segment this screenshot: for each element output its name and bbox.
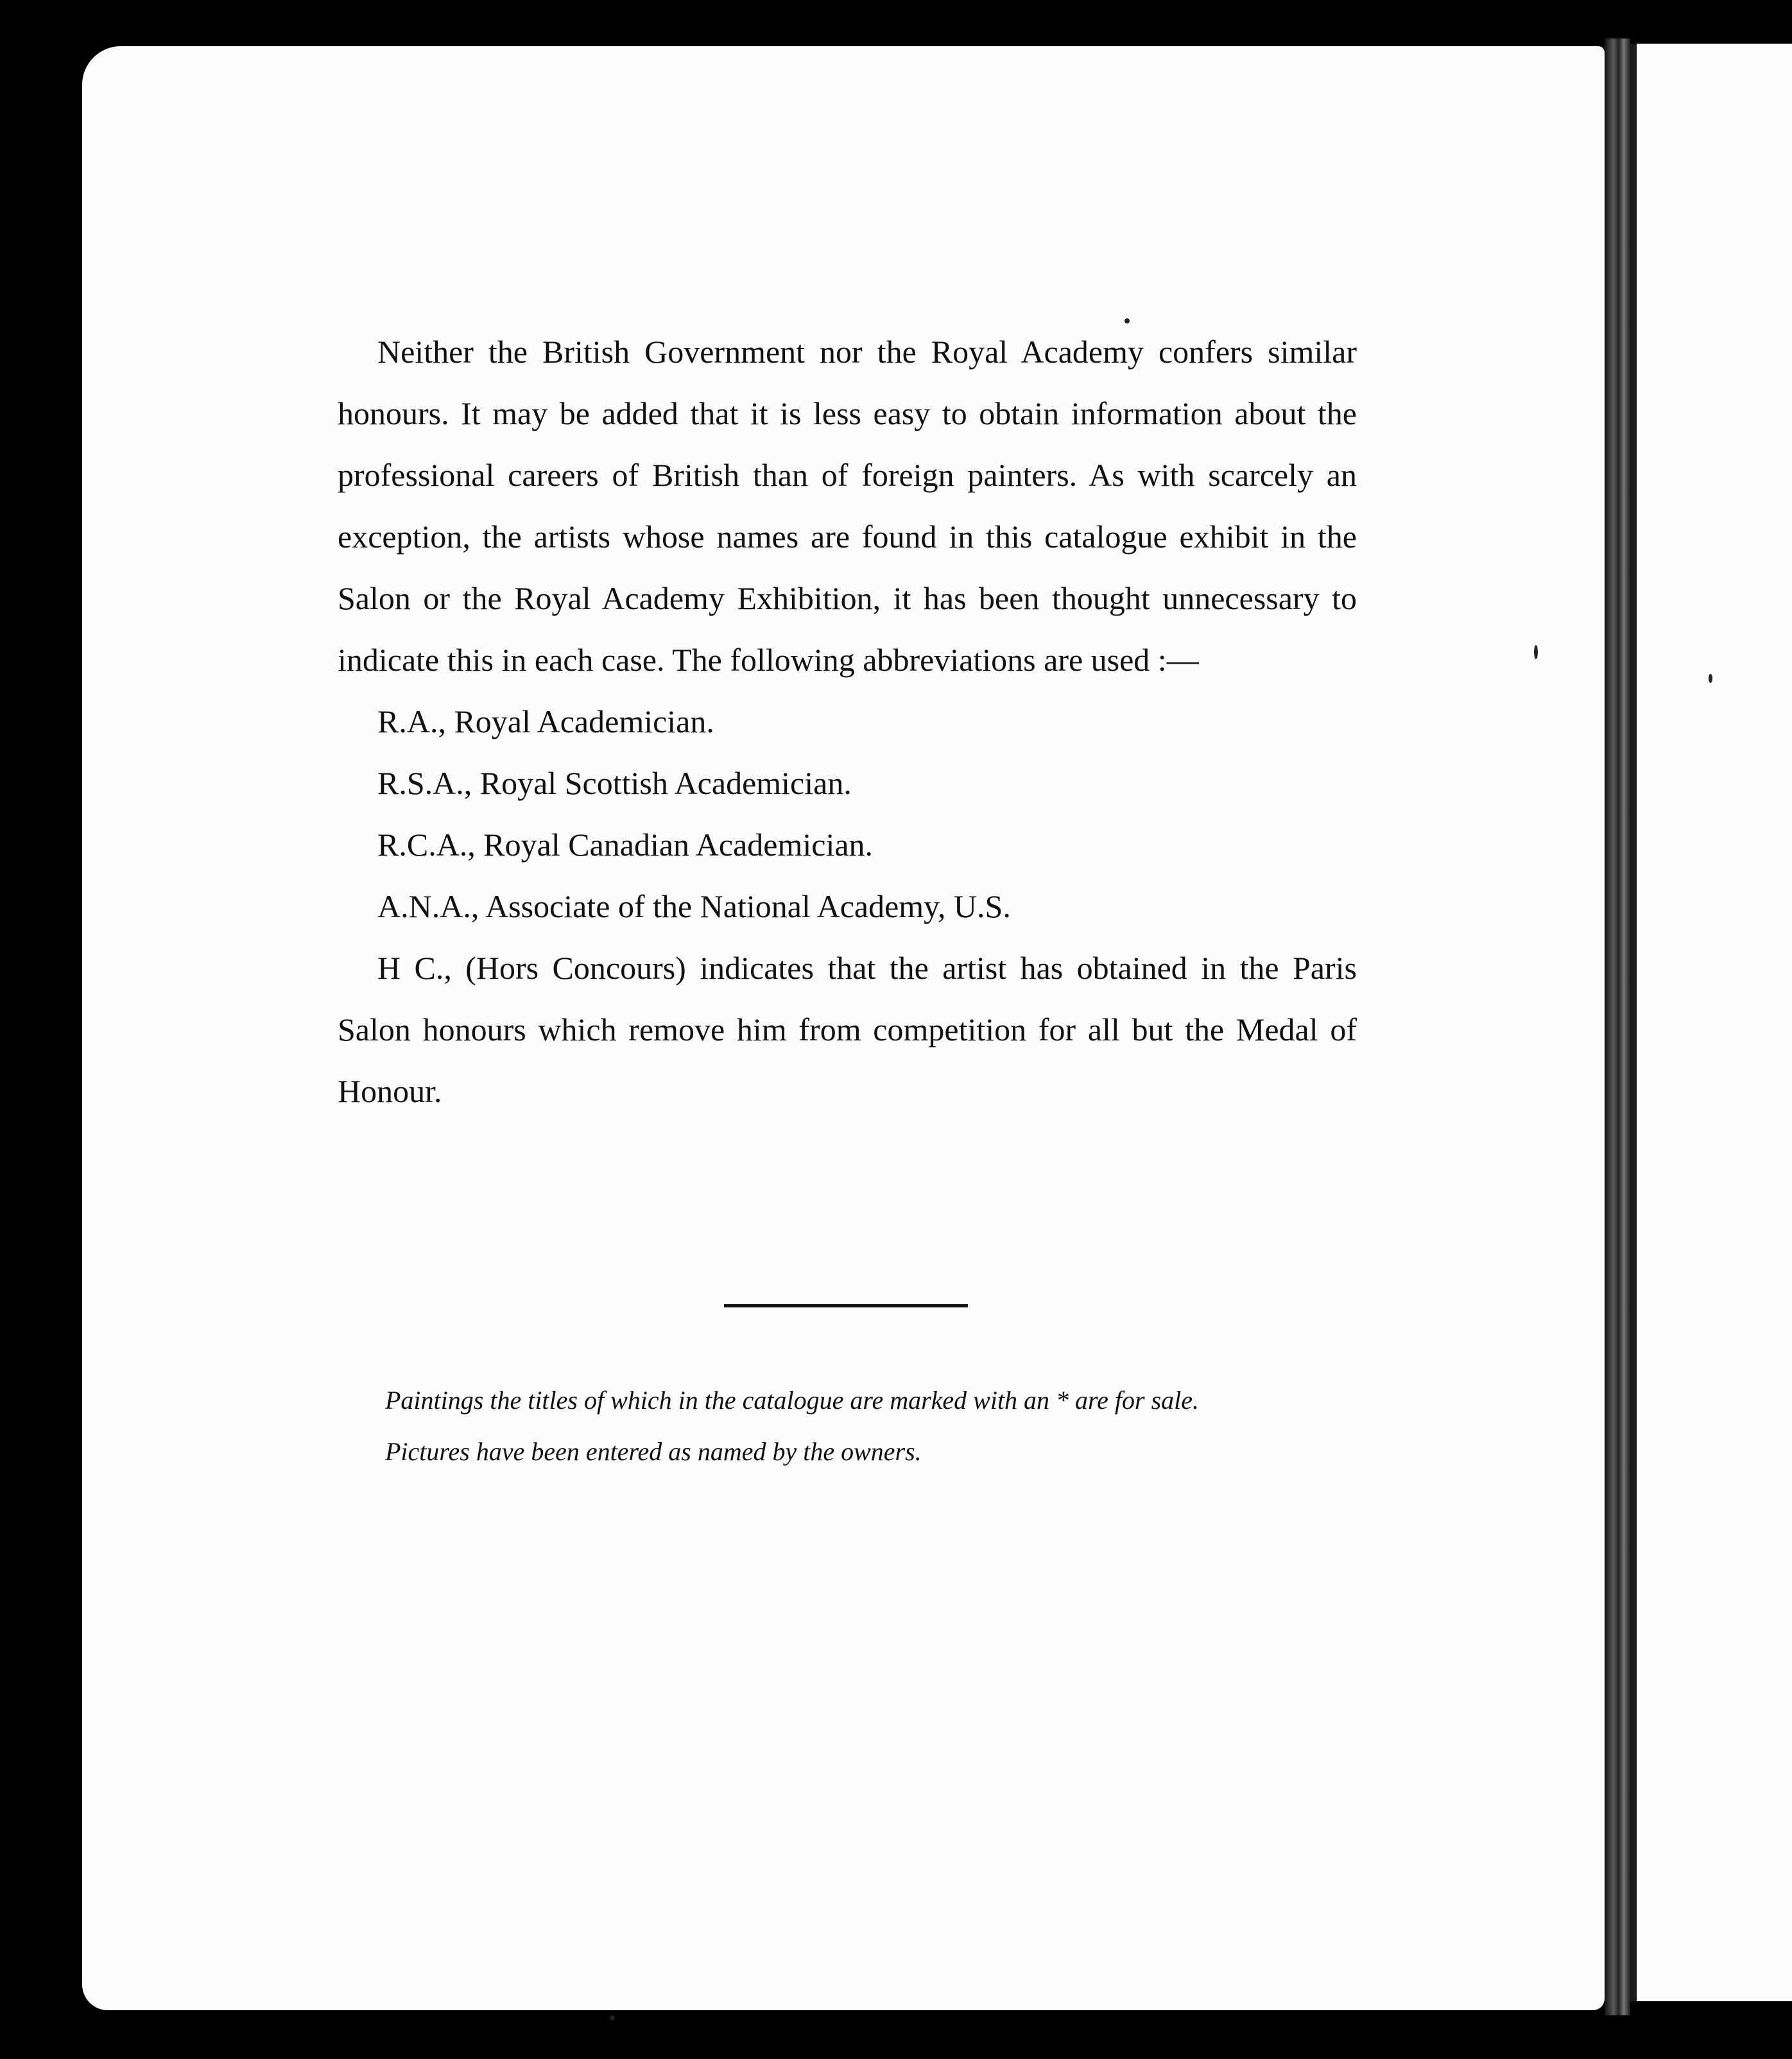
abbreviation-rca: R.C.A., Royal Canadian Academician. — [377, 827, 874, 863]
page-body — [338, 321, 1357, 1122]
facing-page-edge — [1630, 44, 1792, 2001]
note-for-sale: Paintings the titles of which in the catalogue are marked with an * are for sale. — [385, 1386, 1200, 1415]
note-naming: Pictures have been entered as named by the owners. — [385, 1437, 922, 1466]
book-gutter — [1605, 39, 1630, 2015]
abbreviation-ra: R.A., Royal Academician. — [377, 703, 714, 739]
scan-speck — [610, 2015, 615, 2020]
scan-speck — [1534, 645, 1538, 659]
sale-notes — [385, 1375, 1361, 1477]
abbreviation-rsa: R.S.A., Royal Scottish Academician. — [377, 765, 852, 801]
abbreviation-ana: A.N.A., Associate of the National Academy, U.S. — [377, 888, 1011, 924]
section-divider — [724, 1304, 968, 1307]
scan-speck — [1124, 318, 1130, 323]
intro-paragraph: Neither the British Government nor the Royal Academy confers similar honours. It may be added that it is less easy to obtain information about the professional careers of British than of foreign painters. As with scarcely an exception, the artists whose names are found in this catalogue exhibit in the Salon or the Royal Academy Exhibition, it has been thought unnecessary to indicate this in each case. The following abbreviations are used :— — [338, 334, 1357, 678]
hors-concours-paragraph: H C., (Hors Concours) indicates that the artist has obtained in the Paris Salon honours which remove him from competition for all but the Medal of Honour. — [338, 950, 1357, 1109]
scan-speck — [1709, 674, 1712, 683]
